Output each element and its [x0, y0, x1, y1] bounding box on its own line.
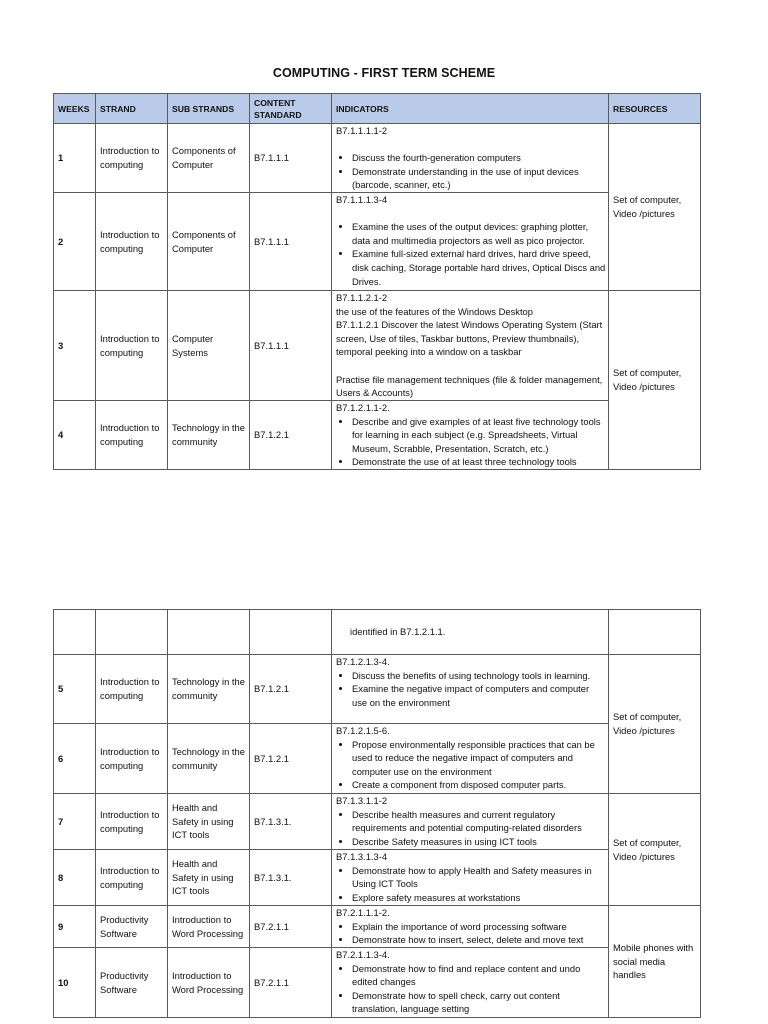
indicators-cell — [332, 124, 609, 193]
resources-cell: Mobile phones with social media handles — [609, 906, 701, 1018]
indicator-bullet: • Demonstrate how to insert, select, delete and move text — [352, 933, 606, 947]
table-row — [54, 124, 701, 193]
header-sub-strands: SUB STRANDS — [168, 94, 250, 124]
indicator-code: B7.1.2.1.3-4. — [336, 656, 390, 667]
table-row — [54, 850, 701, 906]
strand-cell: Introduction to computing — [96, 193, 168, 291]
week-number: 10 — [54, 948, 96, 1018]
indicator-line: B7.1.1.2.1 Discover the latest Windows Operating System (Start screen, Use of tiles, Taskbar buttons, Preview thumbnails), temporal peeking into a window on a taskbar — [336, 319, 603, 358]
indicators-cell — [332, 401, 609, 470]
content-standard-cell: B7.1.2.1 — [250, 655, 332, 724]
indicator-line: Practise file management techniques (file & folder management, Users & Accounts) — [336, 373, 603, 399]
indicator-bullet: • Demonstrate how to spell check, carry out content translation, language setting — [352, 989, 606, 1016]
sub-strand-cell: Technology in the community — [168, 724, 250, 794]
continuation-text: identified in B7.1.2.1.1. — [332, 610, 609, 655]
strand-cell: Productivity Software — [96, 948, 168, 1018]
indicator-bullet: • Discuss the benefits of using technology tools in learning. — [352, 669, 606, 683]
scheme-table-part-1 — [53, 93, 701, 470]
indicator-code: B7.1.2.1.1-2. — [336, 402, 390, 413]
table-row — [54, 655, 701, 724]
strand-cell: Introduction to computing — [96, 850, 168, 906]
week-number: 9 — [54, 906, 96, 948]
page-title: COMPUTING - FIRST TERM SCHEME — [272, 66, 496, 80]
indicator-bullet: • Describe Safety measures in using ICT tools — [352, 835, 606, 849]
sub-strand-cell: Technology in the community — [168, 655, 250, 724]
indicators-cell — [332, 724, 609, 794]
resources-cell: Set of computer, Video /pictures — [609, 124, 701, 291]
indicators-cell — [332, 655, 609, 724]
content-standard-cell: B7.1.2.1 — [250, 724, 332, 794]
header-weeks: WEEKS — [54, 94, 96, 124]
resources-cell: Set of computer, Video /pictures — [609, 655, 701, 794]
resources-cell: Set of computer, Video /pictures — [609, 291, 701, 470]
header-indicators: INDICATORS — [332, 94, 609, 124]
indicator-bullet: • Examine the uses of the output devices: graphing plotter, data and multimedia projectors as well as pico projector. — [352, 220, 606, 247]
content-standard-cell: B7.1.1.1 — [250, 291, 332, 401]
sub-strand-cell: Introduction to Word Processing — [168, 906, 250, 948]
strand-cell: Introduction to computing — [96, 401, 168, 470]
indicator-code: B7.1.1.1.1-2 — [336, 125, 388, 136]
indicator-bullet: • Describe health measures and current regulatory requirements and potential computing-related disorders — [352, 808, 606, 835]
sub-strand-cell: Health and Safety in using ICT tools — [168, 794, 250, 850]
content-standard-cell: B7.1.3.1. — [250, 850, 332, 906]
week-number: 3 — [54, 291, 96, 401]
content-standard-cell: B7.2.1.1 — [250, 906, 332, 948]
table-row — [54, 794, 701, 850]
indicator-bullet: • Demonstrate how to find and replace content and undo edited changes — [352, 962, 606, 989]
content-standard-cell: B7.1.2.1 — [250, 401, 332, 470]
sub-strand-cell: Components of Computer — [168, 193, 250, 291]
indicator-bullet: • Explore safety measures at workstations — [352, 891, 606, 905]
strand-cell: Productivity Software — [96, 906, 168, 948]
strand-cell: Introduction to computing — [96, 655, 168, 724]
content-standard-cell: B7.1.1.1 — [250, 193, 332, 291]
indicators-cell — [332, 193, 609, 291]
strand-cell: Introduction to computing — [96, 124, 168, 193]
strand-cell: Introduction to computing — [96, 794, 168, 850]
header-resources: RESOURCES — [609, 94, 701, 124]
indicator-code: B7.1.2.1.5-6. — [336, 725, 390, 736]
indicator-bullet: • Examine the negative impact of computers and computer use on the environment — [352, 682, 606, 709]
week-number: 1 — [54, 124, 96, 193]
sub-strand-cell: Components of Computer — [168, 124, 250, 193]
week-number: 6 — [54, 724, 96, 794]
indicator-line: the use of the features of the Windows Desktop — [336, 305, 533, 317]
table-row — [54, 610, 701, 655]
table-header-row — [54, 94, 701, 124]
indicators-cell — [332, 850, 609, 906]
week-number: 8 — [54, 850, 96, 906]
indicator-bullet: • Explain the importance of word processing software — [352, 920, 606, 934]
sub-strand-cell: Technology in the community — [168, 401, 250, 470]
table-row — [54, 948, 701, 1018]
indicator-code: B7.2.1.1.3-4. — [336, 949, 390, 960]
resources-cell: Set of computer, Video /pictures — [609, 794, 701, 906]
table-row — [54, 906, 701, 948]
indicator-code: B7.1.3.1.1-2 — [336, 795, 388, 806]
sub-strand-cell: Computer Systems — [168, 291, 250, 401]
table-row — [54, 193, 701, 291]
indicator-bullet: • Create a component from disposed computer parts. — [352, 778, 606, 792]
content-standard-cell: B7.1.1.1 — [250, 124, 332, 193]
indicator-bullet: • Demonstrate the use of at least three technology tools — [352, 455, 606, 469]
table-row — [54, 291, 701, 401]
indicators-cell — [332, 906, 609, 948]
indicator-bullet: • Demonstrate understanding in the use of input devices (barcode, scanner, etc.) — [352, 165, 606, 192]
scheme-table-part-2 — [53, 609, 701, 1018]
strand-cell: Introduction to computing — [96, 291, 168, 401]
strand-cell: Introduction to computing — [96, 724, 168, 794]
indicator-bullet: • Examine full-sized external hard drives, hard drive speed, disk caching, Storage portable hard drives, Optical Discs and Drives. — [352, 247, 606, 288]
indicators-cell — [332, 291, 609, 401]
indicator-code: B7.1.1.2.1-2 — [336, 292, 388, 303]
content-standard-cell: B7.2.1.1 — [250, 948, 332, 1018]
table-row — [54, 401, 701, 470]
sub-strand-cell: Health and Safety in using ICT tools — [168, 850, 250, 906]
indicator-code: B7.1.1.1.3-4 — [336, 194, 388, 205]
indicators-cell — [332, 948, 609, 1018]
indicator-bullet: • Propose environmentally responsible practices that can be used to reduce the negative impact of computers and computer use on the environment — [352, 738, 606, 779]
indicators-cell — [332, 794, 609, 850]
indicator-bullet: • Discuss the fourth-generation computers — [352, 151, 606, 165]
week-number: 7 — [54, 794, 96, 850]
week-number: 5 — [54, 655, 96, 724]
indicator-code: B7.1.3.1.3-4 — [336, 851, 388, 862]
table-row — [54, 724, 701, 794]
header-strand: STRAND — [96, 94, 168, 124]
indicator-code: B7.2.1.1.1-2. — [336, 907, 390, 918]
week-number: 4 — [54, 401, 96, 470]
indicator-bullet: • Demonstrate how to apply Health and Safety measures in Using ICT Tools — [352, 864, 606, 891]
header-content-standard: CONTENT STANDARD — [250, 94, 332, 124]
week-number: 2 — [54, 193, 96, 291]
sub-strand-cell: Introduction to Word Processing — [168, 948, 250, 1018]
indicator-bullet: • Describe and give examples of at least five technology tools for learning in each subject (e.g. Spreadsheets, Virtual Museum, Scrabble, Presentation, Scratch, etc.) — [352, 415, 606, 456]
content-standard-cell: B7.1.3.1. — [250, 794, 332, 850]
